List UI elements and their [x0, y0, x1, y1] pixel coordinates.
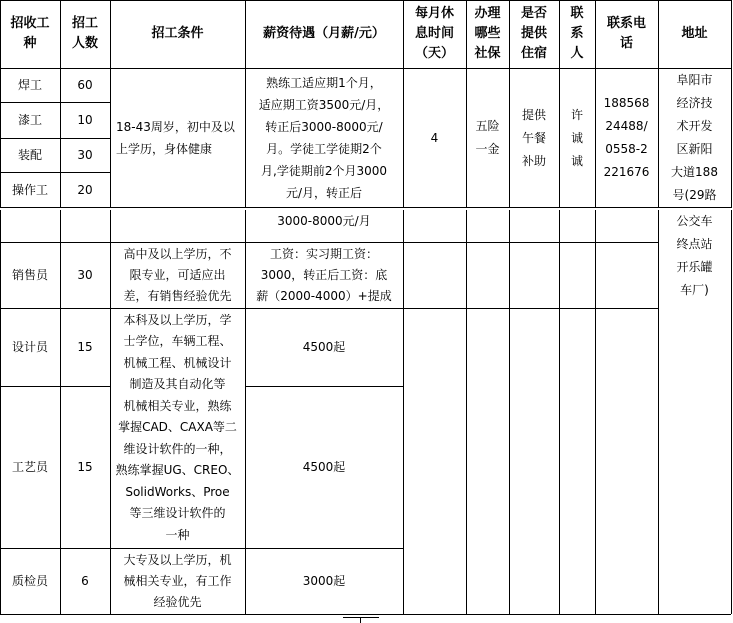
header-conditions: 招工条件	[151, 26, 204, 41]
grid-line	[0, 548, 403, 549]
grid-line	[0, 0, 1, 208]
count-designer: 15	[77, 339, 93, 354]
header-phone: 联系电 话	[606, 16, 646, 51]
sales-conditions: 高中及以上学历，不 限专业，可适应出 差，有销售经验优先	[123, 246, 232, 303]
group1-salary-continued: 3000-8000元/月	[277, 213, 371, 228]
grid-line	[658, 0, 659, 208]
header-insurance: 办理 哪些 社保	[474, 6, 501, 61]
process-salary: 4500起	[302, 459, 346, 474]
page-break-mark	[343, 617, 379, 618]
count-welder: 60	[77, 77, 93, 92]
job-assembler: 装配	[17, 147, 42, 162]
grid-line	[0, 102, 110, 103]
grid-line	[0, 210, 1, 614]
grid-line	[245, 210, 246, 614]
header-lodging: 是否 提供 住宿	[520, 6, 547, 61]
grid-line	[466, 0, 467, 208]
job-qc: 质检员	[11, 573, 48, 588]
group1-conditions: 18-43周岁，初中及以上学历，身体健康	[116, 120, 235, 156]
grid-line	[110, 210, 111, 614]
grid-line	[509, 210, 510, 614]
grid-line	[0, 172, 110, 173]
group1-address-continued: 公交车 终点站 开乐罐 车厂)	[676, 214, 713, 297]
grid-line	[245, 0, 246, 208]
header-contact: 联 系 人	[570, 6, 584, 61]
group1-salary: 熟练工适应期1个月， 适应期工资3500元/月， 转正后3000-8000元/ 月。学徒工学徒期2个 月,学徒期前2个月3000 元/月，转正后	[258, 76, 390, 200]
grid-line	[0, 386, 110, 387]
group1-lodging: 提供 午餐 补助	[521, 107, 546, 168]
job-designer: 设计员	[11, 339, 48, 354]
grid-line	[509, 0, 510, 208]
group1-address: 阜阳市 经济技 术开发 区新阳 大道188 号(29路	[671, 73, 718, 202]
grid-line	[731, 210, 732, 614]
job-operator: 操作工	[11, 182, 48, 197]
header-job-type: 招收工 种	[10, 16, 50, 51]
sales-salary: 工资：实习期工资： 3000，转正后工资：底 薪（2000-4000）+提成	[256, 246, 392, 303]
designer-process-conditions: 本科及以上学历，学 士学位，车辆工程、 机械工程、机械设计 制造及其自动化等 机械相关专业，熟练 掌握CAD、CAXA等二 维设计软件的一种， 熟练掌握UG、CREO、 SolidWorks、Proe 等三维设计软件的 一种	[115, 312, 240, 542]
grid-line	[0, 242, 658, 243]
grid-line	[110, 0, 111, 208]
job-welder: 焊工	[17, 77, 42, 92]
grid-line	[403, 0, 404, 208]
grid-line	[60, 0, 61, 208]
grid-line	[0, 138, 110, 139]
count-operator: 20	[77, 182, 93, 197]
grid-line	[0, 614, 731, 615]
qc-conditions: 大专及以上学历，机 械相关专业，有工作 经验优先	[123, 552, 232, 609]
count-sales: 30	[77, 267, 93, 282]
header-salary: 薪资待遇（月薪/元）	[263, 26, 385, 41]
job-painter: 漆工	[17, 112, 42, 127]
header-rest-days: 每月休 息时间 （天）	[414, 6, 454, 61]
grid-line	[60, 210, 61, 614]
designer-salary: 4500起	[302, 339, 346, 354]
header-headcount: 招工 人数	[71, 16, 98, 51]
header-address: 地址	[681, 26, 708, 41]
grid-line	[466, 210, 467, 614]
grid-line	[658, 210, 659, 614]
count-painter: 10	[77, 112, 93, 127]
count-qc: 6	[81, 573, 89, 588]
grid-line	[403, 210, 404, 614]
job-sales: 销售员	[11, 267, 48, 282]
count-process: 15	[77, 459, 93, 474]
group1-rest-days: 4	[430, 130, 439, 145]
qc-salary: 3000起	[302, 573, 346, 588]
page-break-mark	[360, 617, 361, 623]
group1-contact: 许 诚 诚	[570, 107, 583, 168]
grid-line	[559, 210, 560, 614]
grid-line	[559, 0, 560, 208]
grid-line	[245, 386, 403, 387]
grid-line	[595, 0, 596, 208]
group1-phone: 188568 24488/ 0558-2 221676	[603, 96, 650, 179]
grid-line	[0, 308, 658, 309]
grid-line	[731, 0, 732, 208]
group1-insurance: 五险 一金	[475, 119, 500, 156]
job-process: 工艺员	[11, 459, 48, 474]
count-assembler: 30	[77, 147, 93, 162]
grid-line	[595, 210, 596, 614]
